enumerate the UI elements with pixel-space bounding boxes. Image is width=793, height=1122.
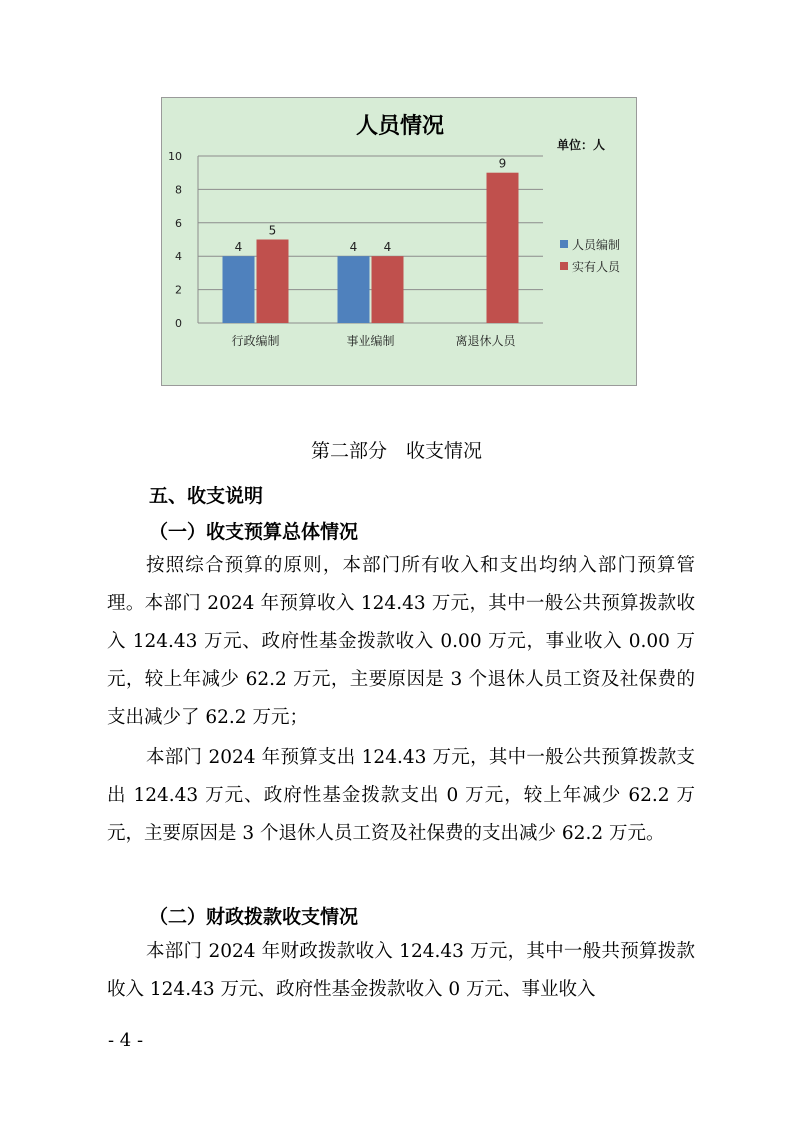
legend-label: 实有人员 xyxy=(572,260,621,274)
bar xyxy=(338,256,370,323)
data-label: 4 xyxy=(234,240,243,255)
paragraph-fiscal-income: 本部门 2024 年财政拨款收入 124.43 万元，其中一般共预算拨款收入 124.43 万元、政府性基金拨款收入 0 万元、事业收入 xyxy=(107,941,695,1000)
category-label: 行政编制 xyxy=(231,334,280,348)
bar-layer xyxy=(223,157,519,348)
heading-income-expense: 五、收支说明 xyxy=(149,485,264,507)
category-label: 离退休人员 xyxy=(455,334,516,348)
y-tick-label: 0 xyxy=(175,317,182,330)
bar xyxy=(372,256,404,323)
chart-container xyxy=(161,97,637,386)
paragraph-budget-expense: 本部门 2024 年预算支出 124.43 万元，其中一般公共预算拨款支出 124.43 万元、政府性基金拨款支出 0 万元，较上年减少 62.2 万元，主要原因是 3 个退休人员工资及社保费的支出减少 62.2 万元。 xyxy=(107,747,695,844)
data-label: 4 xyxy=(383,240,392,255)
heading-budget-overview: （一）收支预算总体情况 xyxy=(149,521,359,543)
page-number: - 4 - xyxy=(108,1030,144,1051)
data-label: 4 xyxy=(349,240,358,255)
y-tick-label: 4 xyxy=(175,250,182,264)
legend-label: 人员编制 xyxy=(572,238,621,252)
heading-fiscal-appropriation: （二）财政拨款收支情况 xyxy=(149,906,359,928)
bar xyxy=(257,240,289,324)
legend xyxy=(560,237,621,274)
y-tick-label: 6 xyxy=(175,216,182,230)
bar xyxy=(487,173,519,323)
data-label: 9 xyxy=(498,156,507,171)
paragraph-budget-income: 按照综合预算的原则，本部门所有收入和支出均纳入部门预算管理。本部门 2024 年预算收入 124.43 万元，其中一般公共预算拨款收入 124.43 万元、政府性基金拨款收入 0.00 万元，事业收入 0.00 万元，较上年减少 62.2 万元，主要原因是 3 个退休人员工资及社保费的支出减少了 62.2 万元； xyxy=(107,555,695,728)
y-tick-label: 8 xyxy=(175,183,182,197)
legend-swatch xyxy=(560,262,568,270)
chart-title: 人员情况 xyxy=(355,114,445,139)
bar-chart xyxy=(162,98,638,387)
y-tick-label: 2 xyxy=(175,283,182,297)
category-label: 事业编制 xyxy=(346,334,395,348)
bar xyxy=(223,256,255,323)
data-label: 5 xyxy=(268,223,277,238)
y-tick-label: 10 xyxy=(168,150,182,163)
legend-swatch xyxy=(560,240,568,248)
section-title: 第二部分 收支情况 xyxy=(310,440,482,462)
unit-label: 单位：人 xyxy=(557,138,606,152)
